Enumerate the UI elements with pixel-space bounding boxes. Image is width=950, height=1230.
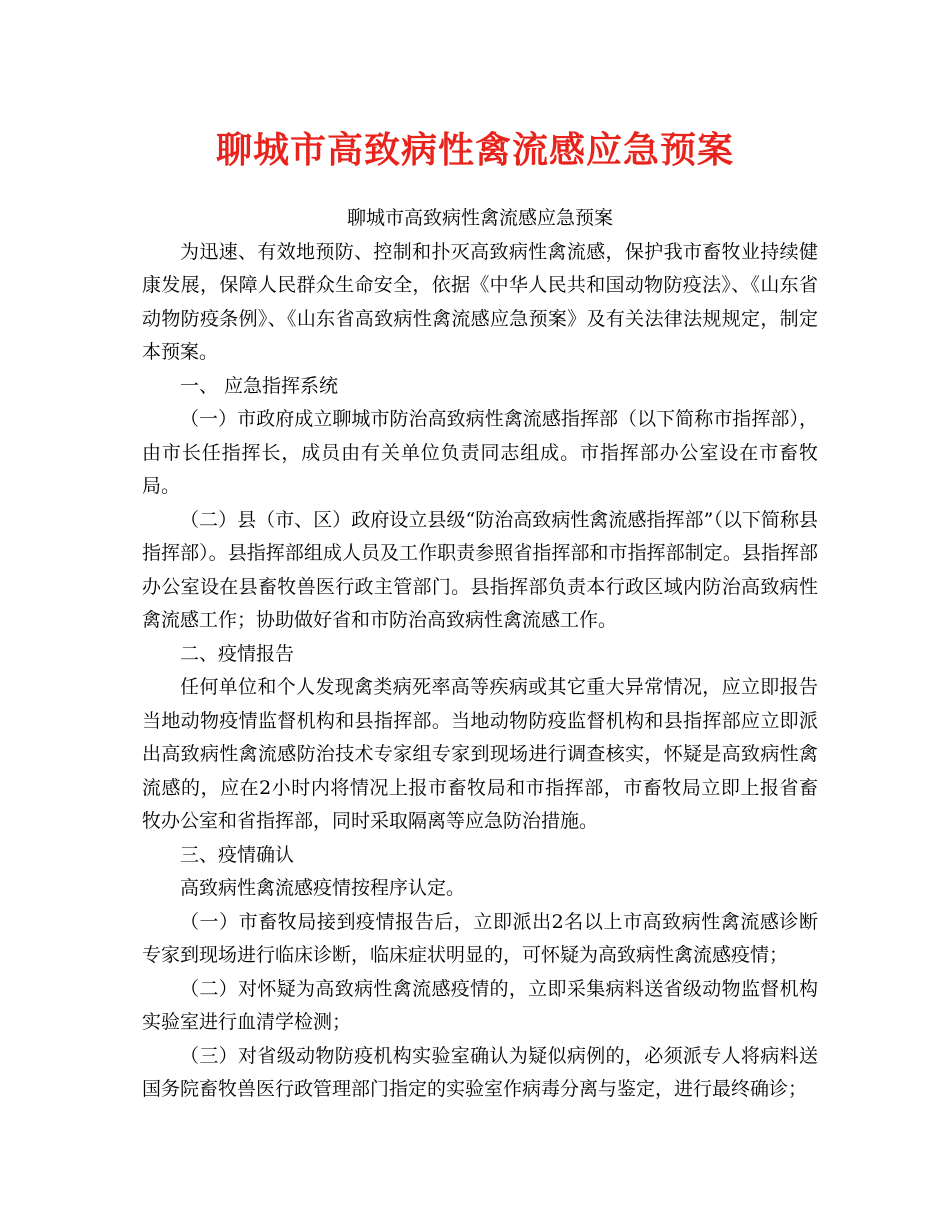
paragraph-epidemic-report: 任何单位和个人发现禽类病死率高等疾病或其它重大异常情况，应立即报告当地动物疫情监督机构和县指挥部。当地动物防疫监督机构和县指挥部应立即派出高致病性禽流感防治技术专家组专家到现场进行调查核实，怀疑是高致病性禽流感的，应在2小时内将情况上报市畜牧局和市指挥部，市畜牧局立即上报省畜牧办公室和省指挥部，同时采取隔离等应急防治措施。 <box>142 676 818 832</box>
paragraph-confirmation-step-3: （三）对省级动物防疫机构实验室确认为疑似病例的，必须派专人将病料送国务院畜牧兽医行政管理部门指定的实验室作病毒分离与鉴定，进行最终确诊； <box>142 1044 818 1100</box>
paragraph-city-command: （一）市政府成立聊城市防治高致病性禽流感指挥部（以下简称市指挥部），由市长任指挥长，成员由有关单位负责同志组成。市指挥部办公室设在市畜牧局。 <box>142 408 818 497</box>
paragraph-county-command: （二）县（市、区）政府设立县级“防治高致病性禽流感指挥部”（以下简称县指挥部）。县指挥部组成人员及工作职责参照省指挥部和市指挥部制定。县指挥部办公室设在县畜牧兽医行政主管部门。县指挥部负责本行政区域内防治高致病性禽流感工作；协助做好省和市防治高致病性禽流感工作。 <box>142 508 818 631</box>
preamble-paragraph: 为迅速、有效地预防、控制和扑灭高致病性禽流感，保护我市畜牧业持续健康发展，保障人民群众生命安全，依据《中华人民共和国动物防疫法》、《山东省动物防疫条例》、《山东省高致病性禽流感应急预案》及有关法律法规规定，制定本预案。 <box>142 240 818 363</box>
paragraph-confirmation-step-1: （一）市畜牧局接到疫情报告后，立即派出2名以上市高致病性禽流感诊断专家到现场进行临床诊断，临床症状明显的，可怀疑为高致病性禽流感疫情； <box>142 910 818 966</box>
section-heading-epidemic-report: 二、疫情报告 <box>180 642 295 665</box>
section-heading-epidemic-confirmation: 三、疫情确认 <box>180 843 295 866</box>
document-body <box>142 202 818 1107</box>
paragraph-confirmation-step-2: （二）对怀疑为高致病性禽流感疫情的，立即采集病料送省级动物监督机构实验室进行血清学检测； <box>142 977 818 1033</box>
paragraph-confirmation-intro: 高致病性禽流感疫情按程序认定。 <box>180 877 466 899</box>
document-title: 聊城市高致病性禽流感应急预案 <box>215 129 734 171</box>
document-subtitle: 聊城市高致病性禽流感应急预案 <box>346 207 613 229</box>
section-heading-command-system: 一、 应急指挥系统 <box>180 374 339 397</box>
